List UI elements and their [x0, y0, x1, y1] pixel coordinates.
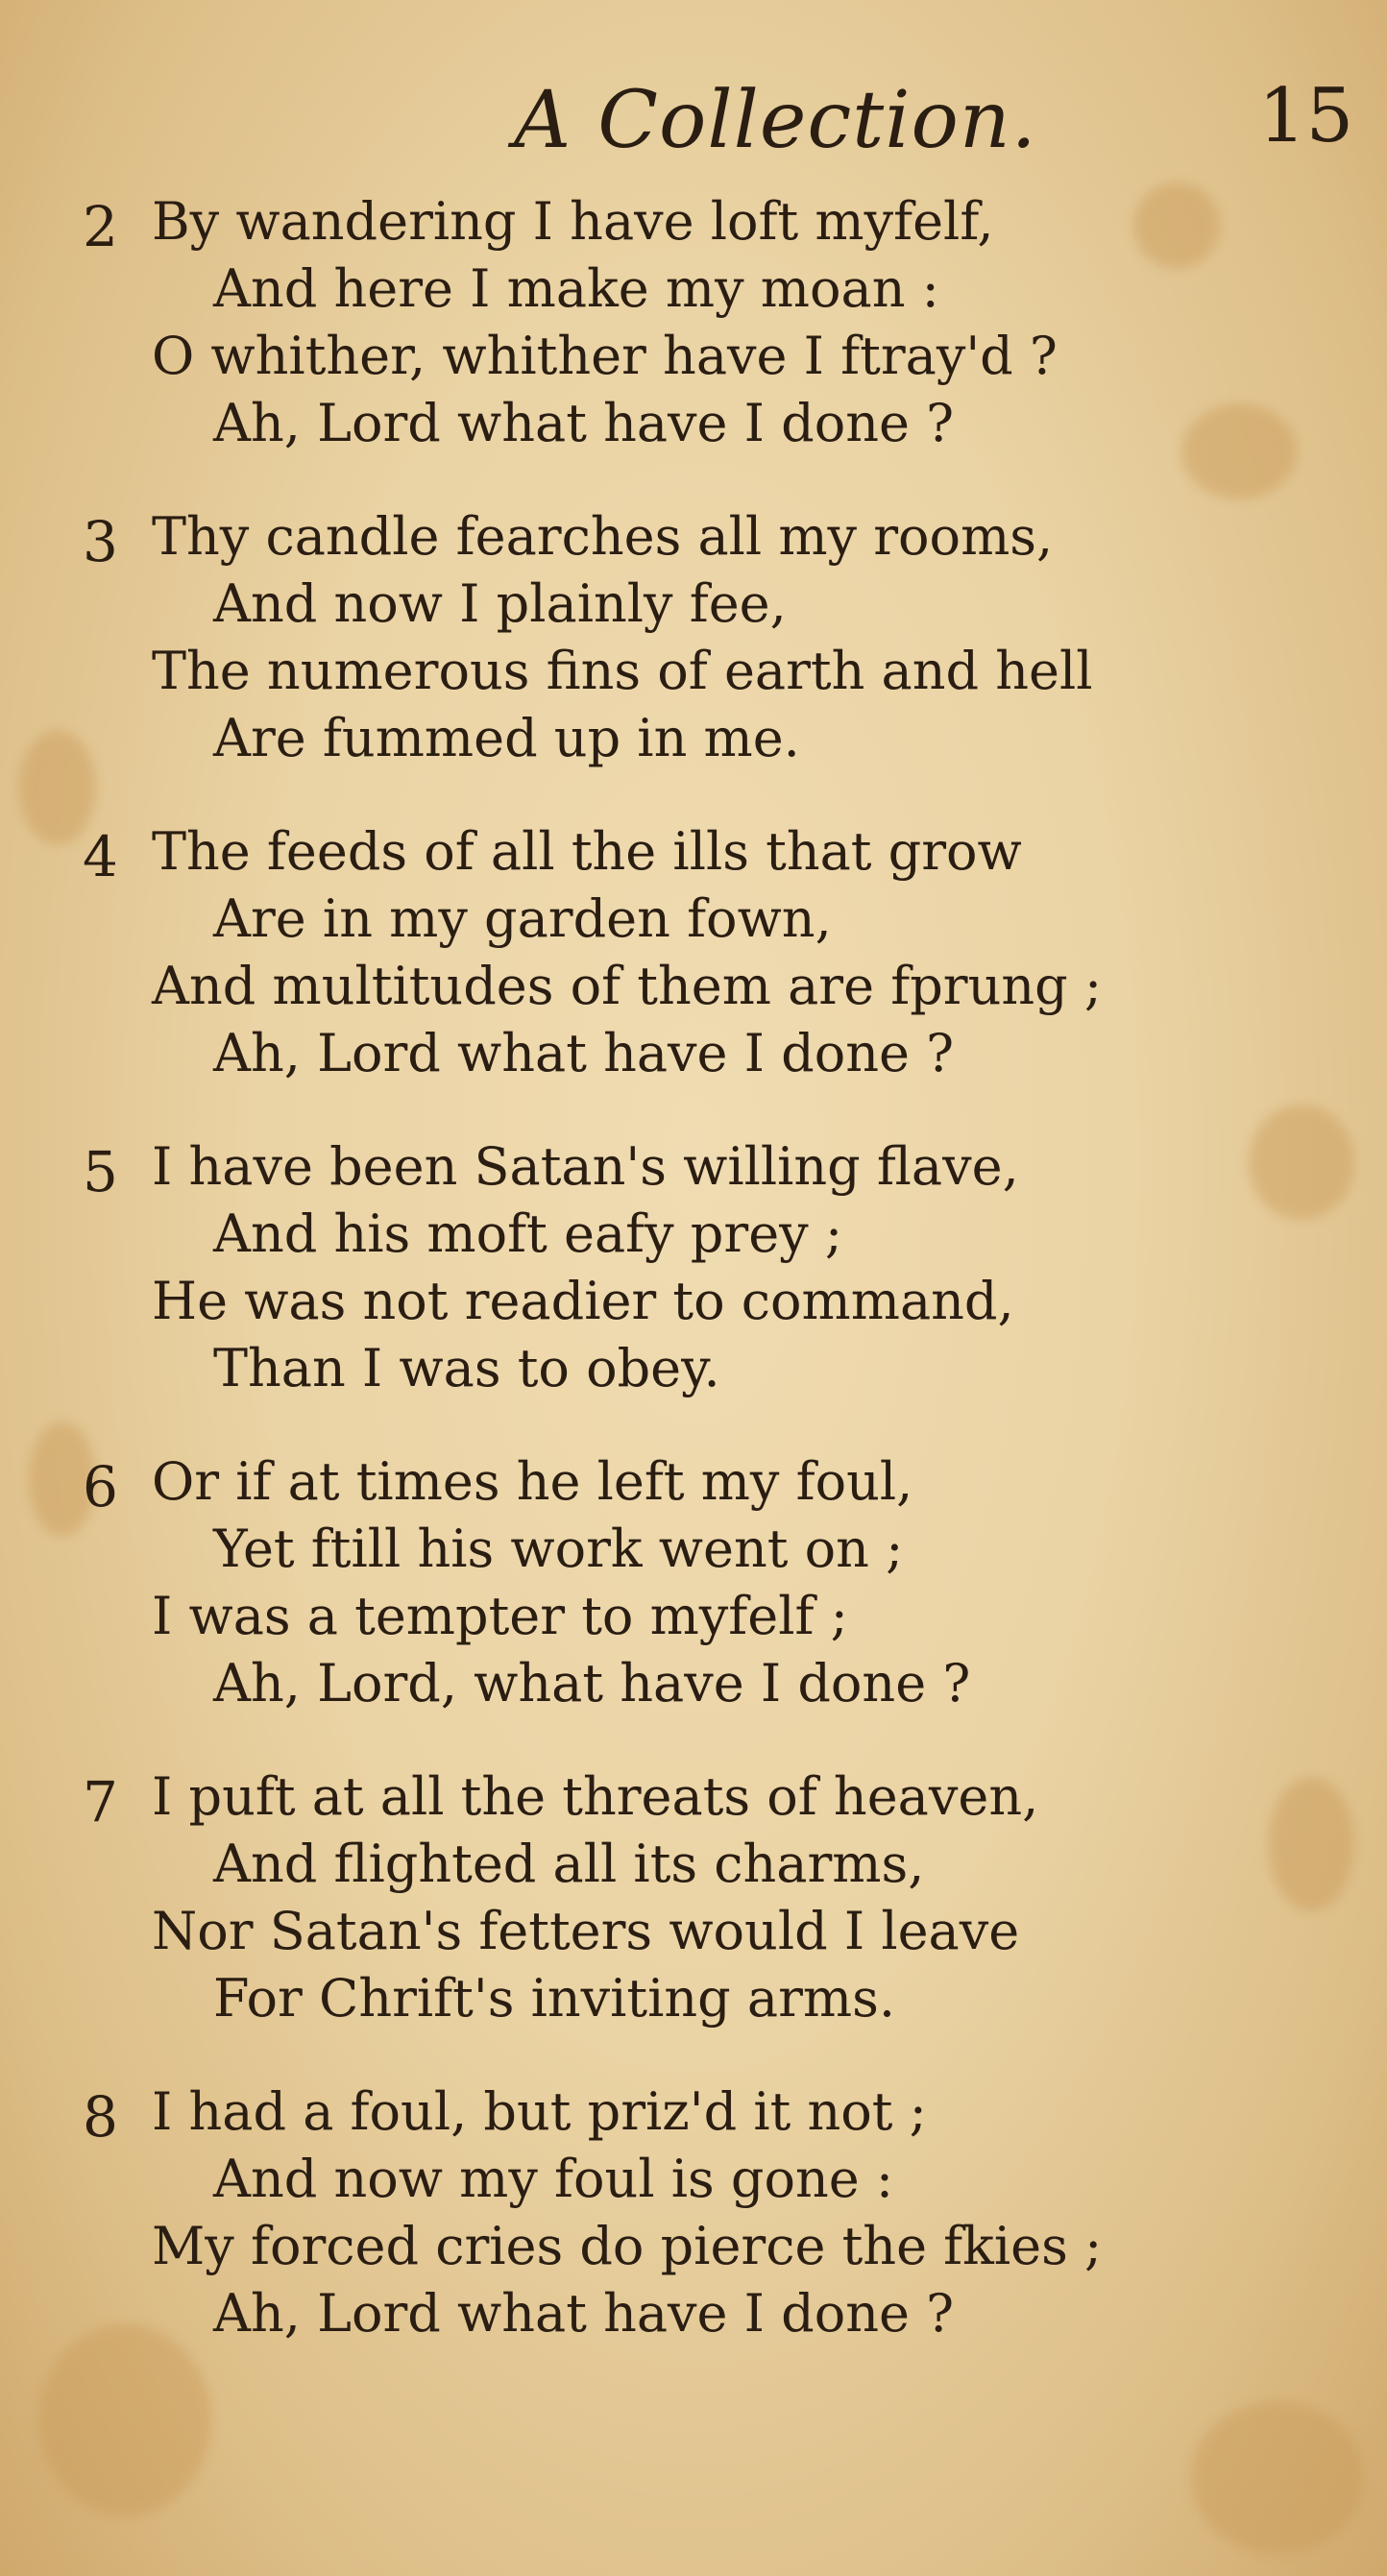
stanza: [0, 818, 1387, 1133]
verse-line: I have been Satan's willing flave,: [152, 1136, 1019, 1197]
stanza: [0, 188, 1387, 503]
verse-line: Are in my garden fown,: [213, 888, 832, 949]
verse-line: He was not readier to command,: [152, 1271, 1014, 1331]
stanza-number: 6: [83, 1454, 118, 1519]
verse-line: Than I was to obey.: [213, 1338, 720, 1398]
verse-line: By wandering I have loft myfelf,: [152, 191, 994, 252]
verse-line: My forced cries do pierce the fkies ;: [152, 2216, 1103, 2276]
verse-line: I had a foul, but priz'd it not ;: [152, 2081, 927, 2142]
running-title: A Collection.: [514, 75, 1037, 166]
stanza-number: 7: [83, 1769, 118, 1835]
stanza: [0, 503, 1387, 818]
verse-line: Ah, Lord what have I done ?: [213, 2283, 955, 2344]
stanza: [0, 2078, 1387, 2394]
verse-line: And now my foul is gone :: [213, 2149, 894, 2209]
stanza-number: 3: [83, 509, 118, 574]
verse-line: Or if at times he left my foul,: [152, 1451, 913, 1512]
stanza-number: 8: [83, 2084, 118, 2150]
verse-line: Yet ftill his work went on ;: [213, 1519, 904, 1579]
verse-line: For Chrift's inviting arms.: [213, 1968, 895, 2029]
stanza-number: 5: [83, 1139, 118, 1204]
stanza-number: 2: [83, 194, 118, 259]
verse-line: And multitudes of them are fprung ;: [152, 956, 1103, 1016]
verse-line: Nor Satan's fetters would I leave: [152, 1901, 1020, 1961]
verse-line: I was a tempter to myfelf ;: [152, 1586, 848, 1646]
verse-line: O whither, whither have I ftray'd ?: [152, 326, 1058, 386]
verse-line: Ah, Lord what have I done ?: [213, 1023, 955, 1083]
verse-line: The numerous fins of earth and hell: [152, 641, 1093, 701]
verse-line: I puft at all the threats of heaven,: [152, 1766, 1039, 1827]
verse-line: And flighted all its charms,: [213, 1834, 925, 1894]
page-number: 15: [1258, 73, 1354, 159]
hymn-text: [0, 188, 1387, 2394]
verse-line: Thy candle fearches all my rooms,: [152, 506, 1054, 567]
verse-line: Are fummed up in me.: [213, 708, 800, 768]
verse-line: And now I plainly fee,: [213, 573, 787, 634]
stanza-number: 4: [83, 824, 118, 889]
stanza: [0, 1448, 1387, 1763]
verse-line: And here I make my moan :: [213, 258, 939, 319]
stanza: [0, 1763, 1387, 2078]
paper-stain: [1191, 2401, 1364, 2555]
verse-line: The feeds of all the ills that grow: [152, 821, 1022, 882]
stanza: [0, 1133, 1387, 1448]
page-header: [0, 60, 1387, 175]
verse-line: And his moft eafy prey ;: [213, 1203, 843, 1264]
verse-line: Ah, Lord what have I done ?: [213, 393, 955, 453]
verse-line: Ah, Lord, what have I done ?: [213, 1653, 971, 1713]
